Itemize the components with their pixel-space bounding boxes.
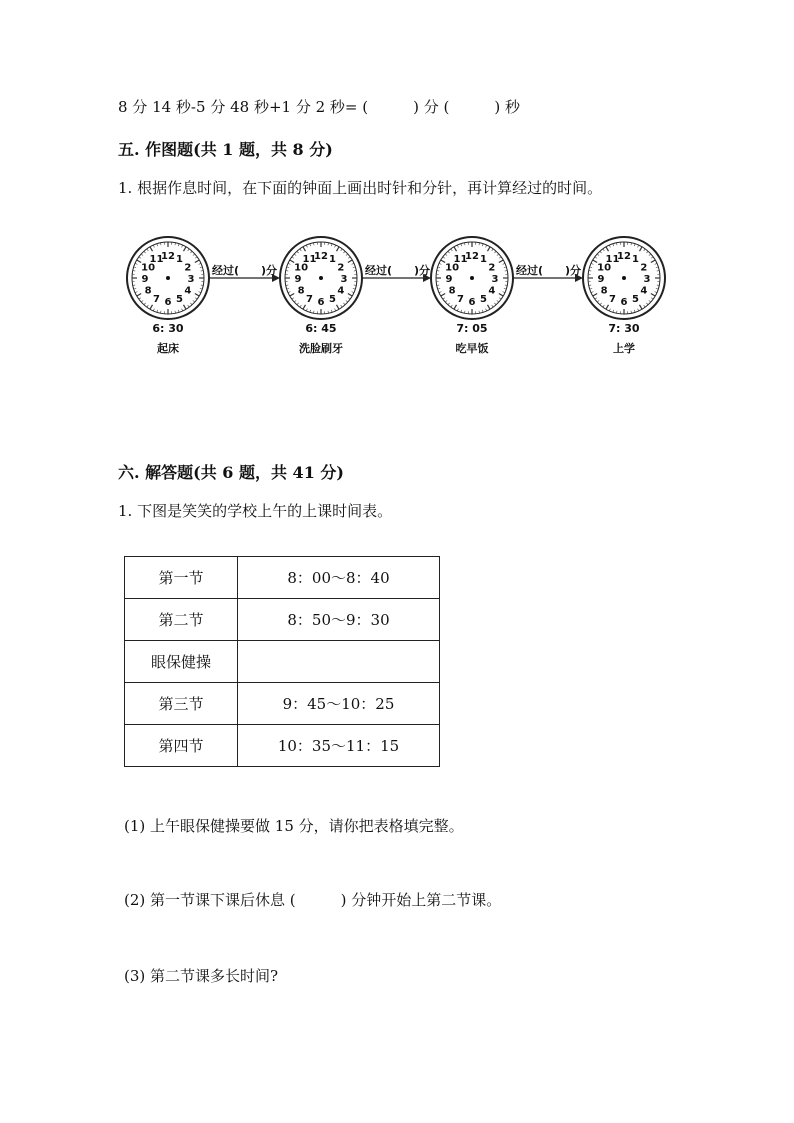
- table-row: [125, 599, 440, 641]
- elapsed-minutes-label: 经过( )分: [212, 264, 278, 277]
- clock-numeral: 3: [187, 274, 195, 285]
- clock-face: [583, 237, 665, 319]
- clock-time-label: 7: 05: [456, 322, 488, 335]
- clock-numeral: 9: [294, 274, 302, 285]
- clock-numeral: 8: [600, 285, 608, 297]
- clock-numeral: 3: [491, 274, 499, 285]
- clock-numeral: 6: [620, 297, 628, 308]
- sub-question-3: (3) 第二节课多长时间?: [124, 967, 279, 985]
- clock-numeral: 11: [605, 254, 620, 266]
- clock-numeral: 2: [184, 262, 192, 274]
- clock-numeral: 6: [468, 297, 476, 308]
- period-time-cell: 8：00～8：40: [238, 557, 440, 599]
- clock-numeral: 6: [164, 297, 172, 308]
- clock-numeral: 11: [453, 254, 468, 266]
- clock-numeral: 4: [184, 285, 192, 297]
- clock-numeral: 3: [340, 274, 348, 285]
- clock-numeral: 4: [488, 285, 496, 297]
- clock-numeral: 1: [176, 254, 183, 266]
- clock-activity-label: 吃早饭: [455, 342, 489, 355]
- clock-face: [431, 237, 513, 319]
- q4-equation: 8 分 14 秒-5 分 48 秒+1 分 2 秒= ( ) 分 ( ) 秒: [118, 98, 520, 116]
- clock-numeral: 1: [632, 254, 639, 266]
- clock-numeral: 7: [457, 293, 464, 305]
- clock-numeral: 4: [337, 285, 345, 297]
- period-time-cell: 9：45～10：25: [238, 683, 440, 725]
- period-time-cell: [238, 641, 440, 683]
- clock-numeral: 8: [144, 285, 152, 297]
- clock-numeral: 12: [617, 251, 631, 262]
- clock-numeral: 10: [294, 262, 309, 274]
- clock-numeral: 2: [337, 262, 345, 274]
- clock-numeral: 10: [597, 262, 612, 274]
- period-time-cell: 10：35～11：15: [238, 725, 440, 767]
- clock-numeral: 7: [153, 293, 160, 305]
- period-name-cell: 第二节: [125, 599, 238, 641]
- clock-numeral: 11: [302, 254, 317, 266]
- table-row: [125, 557, 440, 599]
- clock-numeral: 12: [465, 251, 479, 262]
- period-time-cell: 8：50～9：30: [238, 599, 440, 641]
- clock-time-label: 6: 30: [152, 322, 184, 335]
- clock-numeral: 7: [306, 293, 313, 305]
- clock-numeral: 7: [609, 293, 616, 305]
- clock-numeral: 2: [488, 262, 496, 274]
- sub-question-2: (2) 第一节课下课后休息 ( ) 分钟开始上第二节课。: [124, 891, 502, 909]
- clock-activity-label: 洗脸刷牙: [299, 342, 343, 355]
- clock-numeral: 5: [480, 293, 487, 305]
- section6-question1: 1. 下图是笑笑的学校上午的上课时间表。: [118, 502, 393, 520]
- clock-time-label: 6: 45: [305, 322, 337, 335]
- clock-numeral: 5: [176, 293, 183, 305]
- clock-numeral: 12: [314, 251, 328, 262]
- period-name-cell: 第三节: [125, 683, 238, 725]
- clock-numeral: 9: [597, 274, 605, 285]
- section5-title: 五. 作图题(共 1 题，共 8 分): [118, 140, 333, 159]
- section6-title: 六. 解答题(共 6 题，共 41 分): [118, 463, 344, 482]
- clock-numeral: 5: [329, 293, 336, 305]
- clock-numeral: 10: [141, 262, 156, 274]
- clock-numeral: 10: [445, 262, 460, 274]
- clock-face: [127, 237, 209, 319]
- period-name-cell: 第一节: [125, 557, 238, 599]
- section5-question1: 1. 根据作息时间，在下面的钟面上画出时针和分针，再计算经过的时间。: [118, 179, 603, 197]
- clock-numeral: 3: [643, 274, 651, 285]
- clock-numeral: 2: [640, 262, 648, 274]
- clock-time-label: 7: 30: [608, 322, 640, 335]
- clock-numeral: 11: [149, 254, 164, 266]
- sub-question-1: (1) 上午眼保健操要做 15 分，请你把表格填完整。: [124, 817, 464, 835]
- period-name-cell: 第四节: [125, 725, 238, 767]
- elapsed-minutes-label: 经过( )分: [365, 264, 431, 277]
- table-row: [125, 725, 440, 767]
- clock-activity-label: 上学: [613, 342, 635, 355]
- clock-numeral: 6: [317, 297, 325, 308]
- clock-numeral: 8: [448, 285, 456, 297]
- clock-numeral: 1: [329, 254, 336, 266]
- clock-numeral: 9: [445, 274, 453, 285]
- clock-face: [280, 237, 362, 319]
- clock-numeral: 12: [161, 251, 175, 262]
- period-name-cell: 眼保健操: [125, 641, 238, 683]
- clock-activity-label: 起床: [157, 342, 179, 355]
- elapsed-minutes-label: 经过( )分: [516, 264, 582, 277]
- clock-numeral: 4: [640, 285, 648, 297]
- table-row: [125, 641, 440, 683]
- clock-numeral: 1: [480, 254, 487, 266]
- table-row: [125, 683, 440, 725]
- schedule-table: [124, 556, 440, 767]
- clock-numeral: 5: [632, 293, 639, 305]
- clock-numeral: 8: [297, 285, 305, 297]
- clock-numeral: 9: [141, 274, 149, 285]
